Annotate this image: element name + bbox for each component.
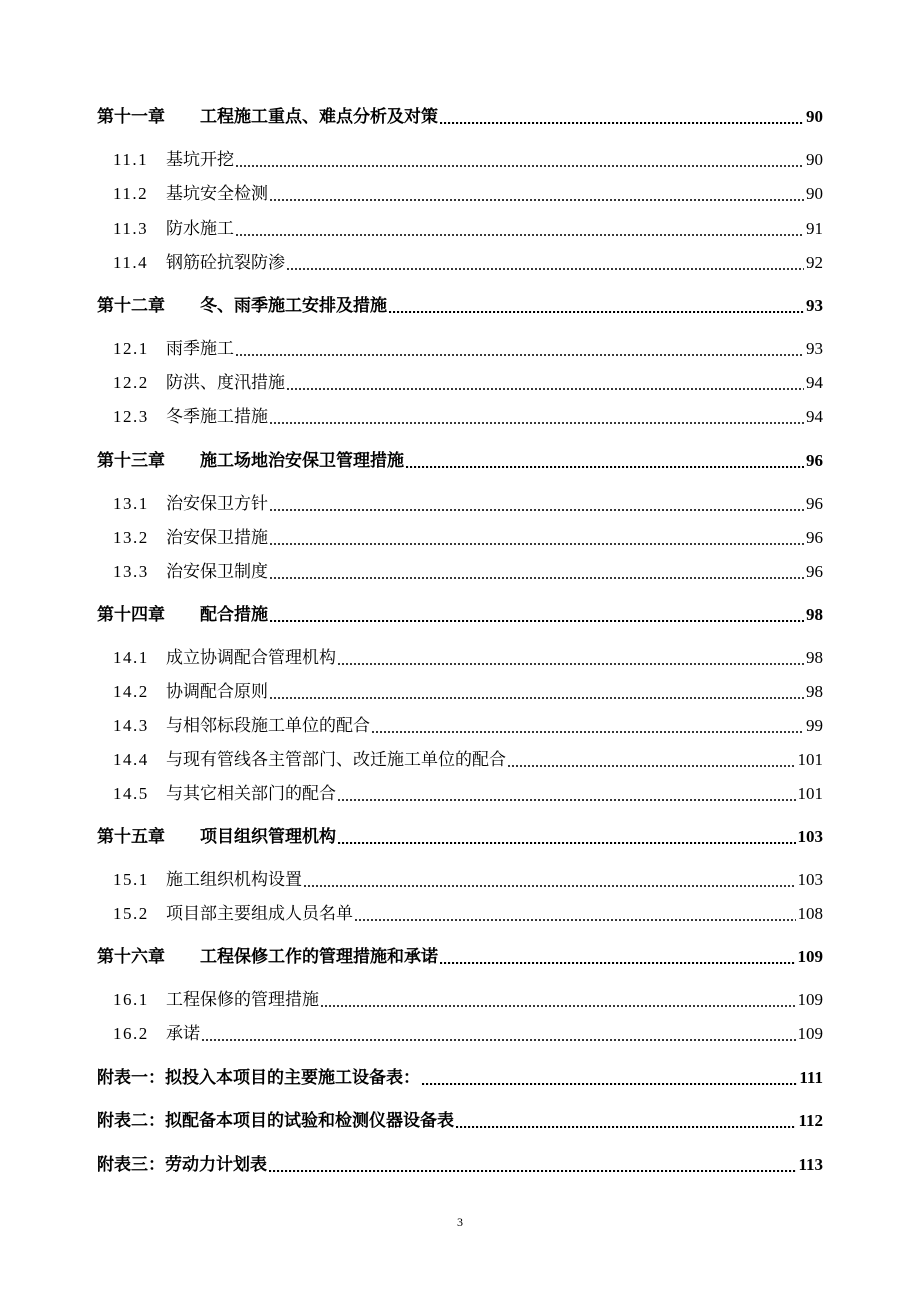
page-ref: 96 xyxy=(806,562,823,581)
toc-chapter-entry xyxy=(97,104,823,130)
page-ref: 101 xyxy=(797,784,823,803)
page-ref: 98 xyxy=(806,682,823,701)
toc-section-entry xyxy=(113,181,823,207)
section-number: 13.3 xyxy=(113,562,149,581)
page-ref: 112 xyxy=(798,1111,823,1130)
section-number: 14.1 xyxy=(113,648,149,667)
page-ref: 111 xyxy=(799,1068,823,1087)
section-number: 12.1 xyxy=(113,339,149,358)
toc-section-entry xyxy=(113,559,823,585)
dot-leader xyxy=(270,577,804,579)
toc-section-entry xyxy=(113,747,823,773)
page-ref: 93 xyxy=(806,296,823,315)
toc-appendix-entry xyxy=(97,1152,823,1178)
entry-title: 冬季施工措施 xyxy=(166,407,268,426)
entry-title: 钢筋砼抗裂防渗 xyxy=(166,253,285,272)
dot-leader xyxy=(287,268,804,270)
page-ref: 109 xyxy=(797,1024,823,1043)
page-ref: 113 xyxy=(798,1155,823,1174)
section-number: 16.2 xyxy=(113,1024,149,1043)
section-number: 15.1 xyxy=(113,870,149,889)
entry-title: 冬、雨季施工安排及措施 xyxy=(200,296,387,315)
entry-title: 与其它相关部门的配合 xyxy=(166,784,336,803)
dot-leader xyxy=(270,199,804,201)
page-ref: 96 xyxy=(806,494,823,513)
entry-title: 与相邻标段施工单位的配合 xyxy=(166,716,370,735)
page-ref: 98 xyxy=(806,648,823,667)
entry-title: 配合措施 xyxy=(200,605,268,624)
entry-title: 工程保修工作的管理措施和承诺 xyxy=(200,947,438,966)
dot-leader xyxy=(456,1126,796,1128)
dot-leader xyxy=(236,354,804,356)
toc-section-entry xyxy=(113,147,823,173)
dot-leader xyxy=(338,663,804,665)
dot-leader xyxy=(270,697,804,699)
toc-section-entry xyxy=(113,525,823,551)
chapter-label: 第十六章 xyxy=(97,947,165,966)
page-ref: 108 xyxy=(797,904,823,923)
section-number: 11.2 xyxy=(113,184,149,203)
entry-title: 项目部主要组成人员名单 xyxy=(166,904,353,923)
dot-leader xyxy=(304,885,796,887)
section-number: 13.1 xyxy=(113,494,149,513)
entry-title: 工程施工重点、难点分析及对策 xyxy=(200,107,438,126)
section-number: 13.2 xyxy=(113,528,149,547)
dot-leader xyxy=(270,422,804,424)
dot-leader xyxy=(508,765,796,767)
toc-chapter-entry xyxy=(97,293,823,319)
entry-title: 附表三：劳动力计划表 xyxy=(97,1155,267,1174)
dot-leader xyxy=(406,466,804,468)
page-ref: 98 xyxy=(806,605,823,624)
dot-leader xyxy=(270,620,804,622)
entry-title: 治安保卫方针 xyxy=(166,494,268,513)
chapter-label: 第十二章 xyxy=(97,296,165,315)
entry-title: 协调配合原则 xyxy=(166,682,268,701)
dot-leader xyxy=(270,543,804,545)
dot-leader xyxy=(338,842,796,844)
dot-leader xyxy=(236,165,804,167)
entry-title: 与现有管线各主管部门、改迁施工单位的配合 xyxy=(166,750,506,769)
entry-title: 基坑安全检测 xyxy=(166,184,268,203)
entry-title: 承诺 xyxy=(166,1024,200,1043)
dot-leader xyxy=(372,731,804,733)
entry-title: 基坑开挖 xyxy=(166,150,234,169)
entry-title: 附表一：拟投入本项目的主要施工设备表： xyxy=(97,1068,420,1087)
toc-section-entry xyxy=(113,250,823,276)
chapter-label: 第十四章 xyxy=(97,605,165,624)
section-number: 11.4 xyxy=(113,253,149,272)
page-ref: 103 xyxy=(797,870,823,889)
page-ref: 101 xyxy=(797,750,823,769)
section-number: 14.5 xyxy=(113,784,149,803)
page-ref: 90 xyxy=(806,107,823,126)
page-ref: 90 xyxy=(806,184,823,203)
toc-section-entry xyxy=(113,336,823,362)
page-ref: 96 xyxy=(806,528,823,547)
entry-title: 治安保卫措施 xyxy=(166,528,268,547)
toc-chapter-entry xyxy=(97,824,823,850)
toc-section-entry xyxy=(113,1021,823,1047)
dot-leader xyxy=(321,1005,796,1007)
toc-chapter-entry xyxy=(97,448,823,474)
toc-section-entry xyxy=(113,987,823,1013)
entry-title: 雨季施工 xyxy=(166,339,234,358)
toc-section-entry xyxy=(113,867,823,893)
page-ref: 94 xyxy=(806,373,823,392)
entry-title: 施工场地治安保卫管理措施 xyxy=(200,451,404,470)
page-ref: 99 xyxy=(806,716,823,735)
toc-section-entry xyxy=(113,781,823,807)
toc-section-entry xyxy=(113,713,823,739)
page-ref: 94 xyxy=(806,407,823,426)
toc-chapter-entry xyxy=(97,944,823,970)
chapter-label: 第十一章 xyxy=(97,107,165,126)
entry-title: 防洪、度汛措施 xyxy=(166,373,285,392)
dot-leader xyxy=(236,234,804,236)
chapter-label: 第十五章 xyxy=(97,827,165,846)
entry-title: 项目组织管理机构 xyxy=(200,827,336,846)
page-ref: 91 xyxy=(806,219,823,238)
toc-appendix-entry xyxy=(97,1108,823,1134)
toc-section-entry xyxy=(113,216,823,242)
dot-leader xyxy=(422,1083,797,1085)
entry-title: 工程保修的管理措施 xyxy=(166,990,319,1009)
section-number: 14.4 xyxy=(113,750,149,769)
entry-title: 治安保卫制度 xyxy=(166,562,268,581)
dot-leader xyxy=(440,962,796,964)
dot-leader xyxy=(440,122,804,124)
toc-chapter-entry xyxy=(97,602,823,628)
toc-section-entry xyxy=(113,901,823,927)
toc-section-entry xyxy=(113,404,823,430)
page-number: 3 xyxy=(457,1215,463,1229)
entry-title: 施工组织机构设置 xyxy=(166,870,302,889)
dot-leader xyxy=(202,1039,796,1041)
section-number: 15.2 xyxy=(113,904,149,923)
page-ref: 103 xyxy=(797,827,823,846)
dot-leader xyxy=(338,799,796,801)
dot-leader xyxy=(287,388,804,390)
chapter-label: 第十三章 xyxy=(97,451,165,470)
section-number: 14.2 xyxy=(113,682,149,701)
dot-leader xyxy=(269,1170,796,1172)
entry-title: 成立协调配合管理机构 xyxy=(166,648,336,667)
page-ref: 96 xyxy=(806,451,823,470)
section-number: 11.1 xyxy=(113,150,149,169)
entry-title: 附表二：拟配备本项目的试验和检测仪器设备表 xyxy=(97,1111,454,1130)
entry-title: 防水施工 xyxy=(166,219,234,238)
section-number: 16.1 xyxy=(113,990,149,1009)
page-ref: 92 xyxy=(806,253,823,272)
dot-leader xyxy=(270,509,804,511)
dot-leader xyxy=(389,311,804,313)
toc-section-entry xyxy=(113,491,823,517)
page-ref: 109 xyxy=(797,947,823,966)
toc-section-entry xyxy=(113,645,823,671)
toc-section-entry xyxy=(113,370,823,396)
dot-leader xyxy=(355,919,796,921)
toc-section-entry xyxy=(113,679,823,705)
section-number: 12.3 xyxy=(113,407,149,426)
page-ref: 90 xyxy=(806,150,823,169)
section-number: 14.3 xyxy=(113,716,149,735)
section-number: 11.3 xyxy=(113,219,149,238)
page-ref: 109 xyxy=(797,990,823,1009)
toc-appendix-entry xyxy=(97,1065,823,1091)
page-ref: 93 xyxy=(806,339,823,358)
section-number: 12.2 xyxy=(113,373,149,392)
